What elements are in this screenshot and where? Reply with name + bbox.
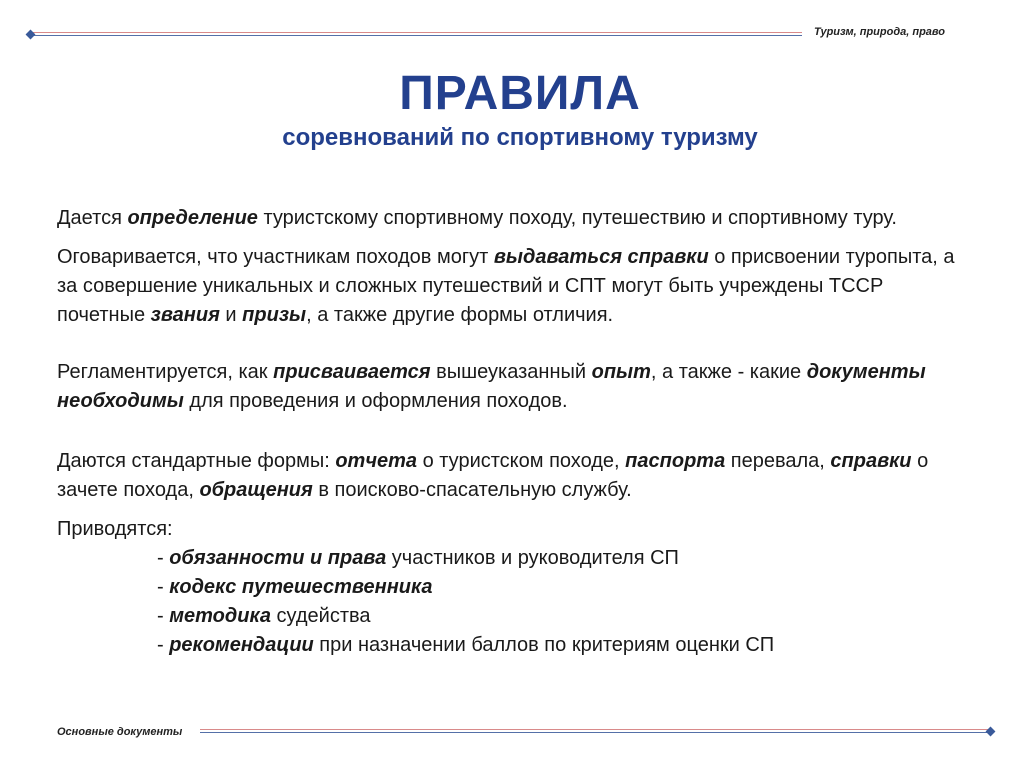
list-item: - методика судейства xyxy=(157,605,371,627)
paragraph-definition: Дается определение туристскому спортивному походу, путешествию и спортивному туру. xyxy=(57,207,897,229)
provided-list xyxy=(57,544,957,660)
list-item: - обязанности и права участников и руководителя СП xyxy=(157,547,679,569)
footer-divider xyxy=(200,729,990,735)
slide-content xyxy=(57,204,957,660)
list-item: - кодекс путешественника xyxy=(157,576,433,598)
header-tag: Туризм, природа, право xyxy=(814,26,945,38)
paragraph-regulation: Регламентируется, как присваивается вышеуказанный опыт, а также - какие документы необходимы для проведения и оформления походов. xyxy=(57,361,926,412)
footer-tag: Основные документы xyxy=(57,726,183,738)
paragraph-provided xyxy=(57,515,957,660)
page-title: ПРАВИЛА xyxy=(399,67,641,120)
list-item: - рекомендации при назначении баллов по критериям оценки СП xyxy=(157,634,775,656)
paragraph-forms: Даются стандартные формы: отчета о туристском походе, паспорта перевала, справки о зачете похода, обращения в поисково-спасательную службу. xyxy=(57,450,929,501)
header-divider xyxy=(30,32,802,38)
paragraph-certificates: Оговаривается, что участникам походов могут выдаваться справки о присвоении туропыта, а за совершение уникальных и сложных путешествий и СПТ могут быть учреждены ТССР почетные звания и призы, а также другие формы отличия. xyxy=(57,246,955,326)
provided-intro: Приводятся: xyxy=(57,518,173,540)
diamond-icon xyxy=(986,727,996,737)
page-subtitle: соревнований по спортивному туризму xyxy=(282,124,758,151)
